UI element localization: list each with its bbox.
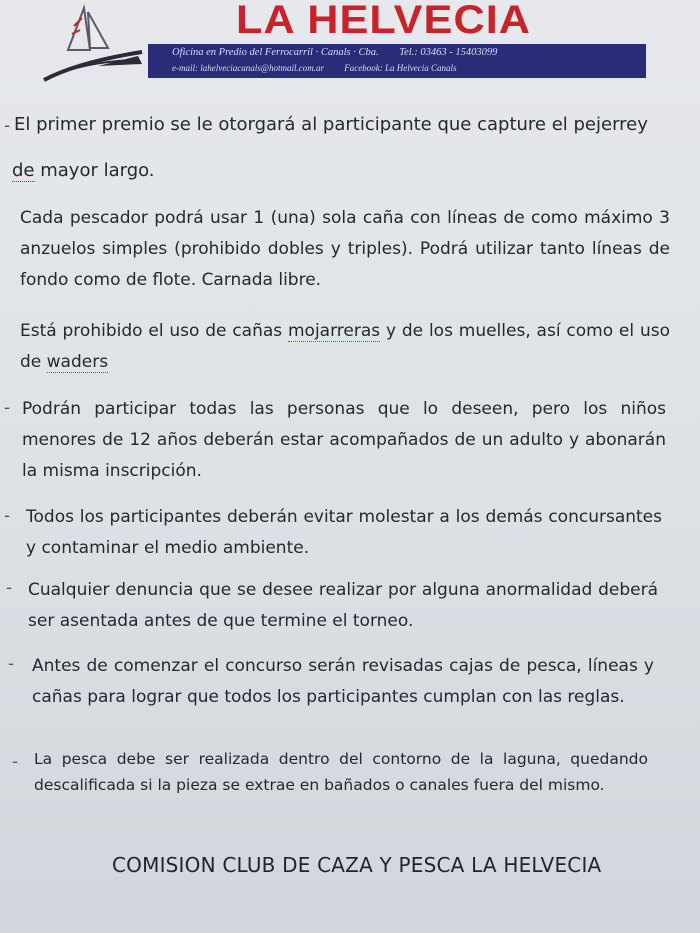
sailboat-fish-logo-icon — [38, 4, 148, 86]
signature-committee: COMISION CLUB DE CAZA Y PESCA LA HELVECIA — [112, 853, 602, 877]
underlined-word: waders — [46, 352, 109, 372]
email-text: e-mail: lahelveciacanals@hotmail.com.ar — [172, 63, 324, 73]
rule-prohibited-b: y de los muelles, así como el uso de — [20, 321, 670, 372]
bullet: - — [4, 116, 11, 136]
rule-inspection: Antes de comenzar el concurso serán revisadas cajas de pesca, líneas y cañas para lograr que todos los participantes cumplan con las reglas. — [32, 656, 654, 707]
club-title: LA HELVECIA — [236, 0, 532, 42]
rule-prohibited — [20, 316, 670, 378]
contact-line-1 — [172, 47, 515, 58]
rule-complaints: Cualquier denuncia que se desee realizar por alguna anormalidad deberá ser asentada antes de que termine el torneo. — [28, 580, 658, 631]
rule-participants: Podrán participar todas las personas que lo deseen, pero los niños menores de 12 años deberán estar acompañados de un adulto y abonarán la misma inscripción. — [22, 399, 666, 481]
rule-tackle: Cada pescador podrá usar 1 (una) sola caña con líneas de como máximo 3 anzuelos simples (prohibido dobles y triples). Podrá utilizar tanto líneas de fondo como de flote. Carnada libre. — [20, 208, 670, 290]
rule-environment: Todos los participantes deberán evitar molestar a los demás concursantes y contaminar el medio ambiente. — [26, 507, 662, 558]
bullet: - — [4, 506, 11, 526]
rule-first-prize-line1: El primer premio se le otorgará al participante que capture el pejerrey — [14, 114, 648, 135]
underlined-word: de — [12, 160, 35, 181]
underlined-word: mojarreras — [287, 321, 381, 341]
letterhead — [0, 0, 700, 95]
bullet: - — [4, 398, 11, 418]
facebook-text: Facebook: La Helvecia Canals — [344, 63, 457, 73]
phone-text: Tel.: 03463 - 15403099 — [399, 47, 498, 58]
rule-first-prize-rest: mayor largo. — [34, 160, 155, 181]
rule-fishing-area: La pesca debe ser realizada dentro del contorno de la laguna, quedando descalificada si la pieza se extrae en bañados o canales fuera del mismo. — [34, 750, 648, 794]
contact-line-2 — [172, 63, 474, 73]
contact-band — [148, 44, 646, 78]
rule-first-prize-line2 — [12, 155, 692, 186]
bullet: - — [8, 654, 15, 674]
rule-prohibited-a: Está prohibido el uso de cañas — [20, 321, 288, 341]
address-text: Oficina en Predio del Ferrocarril · Canals · Cba. — [172, 47, 379, 58]
bullet: - — [12, 752, 19, 772]
bullet: - — [6, 578, 13, 598]
